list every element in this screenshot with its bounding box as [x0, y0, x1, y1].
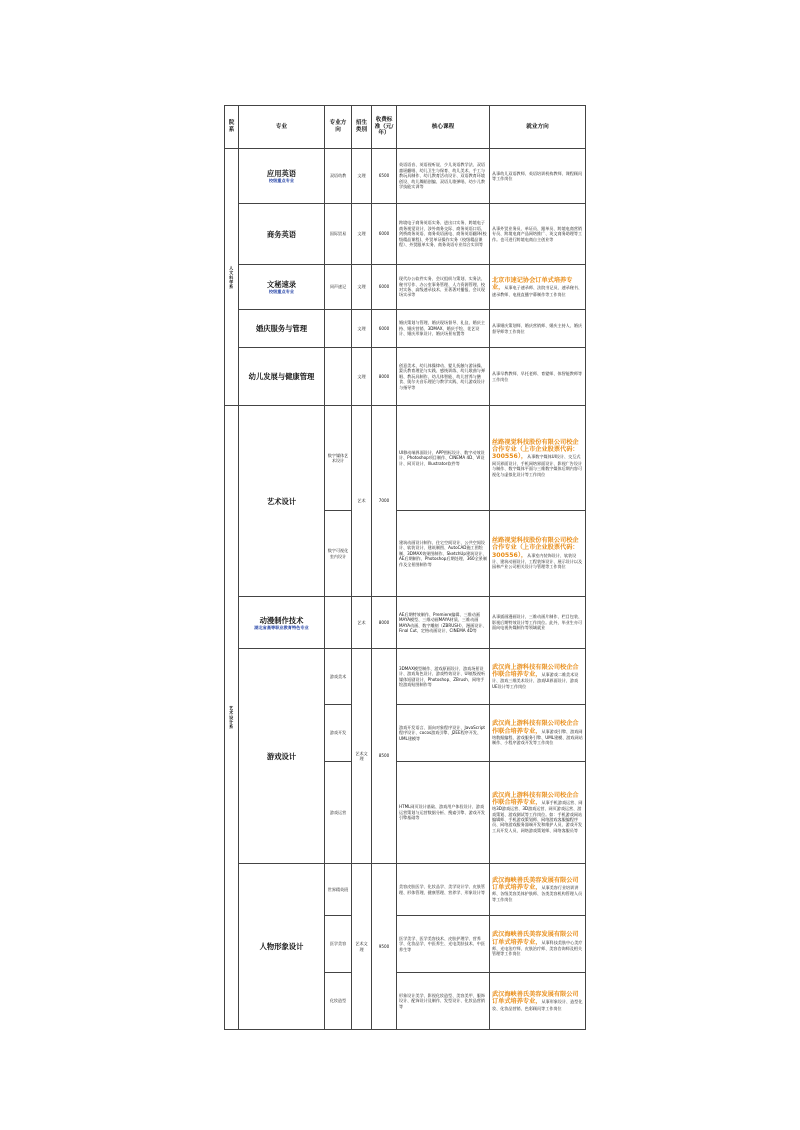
header-career: 就业方向 — [490, 106, 586, 149]
header-category: 招生类别 — [352, 106, 372, 149]
major-name: 文秘速录 — [266, 280, 297, 289]
category-cell: 文理 — [352, 204, 372, 265]
major-name: 动漫制作技术 — [259, 615, 304, 625]
category-cell: 艺术 — [352, 406, 372, 597]
major-cell — [239, 649, 325, 864]
category-cell: 文理 — [352, 149, 372, 204]
career-cell: 丝路视觉科技股份有限公司校企合作专业（上市企业股票代码：300556），从事室内装饰设计、软装设计、建筑动画设计、工程装饰设计、展示设计以及园林产业公司相关设计与管理等工作岗位 — [490, 511, 586, 597]
major-table — [224, 105, 586, 1030]
header-major: 专业 — [239, 106, 325, 149]
career-cell: 北京市速记协会订单式培养专业，从事电子速录师、法院书记员、速录秘书、速录教师、电视直播字幕制作等工作岗位 — [490, 265, 586, 310]
table-row — [225, 265, 586, 310]
career-cell: 武汉海峡善氏美容发展有限公司订单式培养专业，从事美容行业培训讲师、各级美容美体护肤师、各类美容机构管理人员等工作岗位 — [490, 864, 586, 916]
table-row — [225, 310, 586, 348]
partner-highlight: 武汉尚上游科技有限公司校企合作联合培养专业， — [492, 663, 579, 679]
fee-cell: 8000 — [372, 348, 397, 406]
major-cell — [239, 406, 325, 597]
career-cell: 丝路视觉科技股份有限公司校企合作专业（上市企业股票代码：300556），从事数字媒体UI设计、交互式网页界面设计、手机网络界面设计、影视广告设计与制作、数字媒体平面与三维数字媒体后期内容可视化与虚拟化设计等工作岗位 — [490, 406, 586, 511]
category-cell: 文理 — [352, 265, 372, 310]
header-row — [225, 106, 586, 149]
fee-cell: 6000 — [372, 265, 397, 310]
direction-cell — [325, 310, 352, 348]
major-name: 游戏设计 — [266, 751, 297, 761]
major-badge: 校级重点专业 — [268, 289, 295, 294]
table-row — [225, 649, 586, 705]
fee-cell: 8000 — [372, 597, 397, 649]
direction-cell: 游戏美术 — [325, 649, 352, 705]
major-name: 人物形象设计 — [259, 942, 304, 951]
fee-cell: 9500 — [372, 864, 397, 1030]
direction-cell: 国际贸易 — [325, 204, 352, 265]
dept-humanities: 人文科学系 — [225, 149, 239, 406]
major-name: 幼儿发展与健康管理 — [248, 372, 315, 381]
career-cell: 从事插画漫画设计、三维动画片制作、栏目包装、影视后期特效设计等工作岗位。此外，毕业生亦可面向电视传媒制作等领域就业 — [490, 597, 586, 649]
direction-cell: 游戏开发 — [325, 705, 352, 762]
major-badge: 湖北省高等职业教育特色专业 — [254, 624, 309, 630]
direction-cell — [325, 348, 352, 406]
major-name: 婚庆服务与管理 — [255, 324, 308, 333]
direction-cell: 游戏运营 — [325, 762, 352, 864]
partner-highlight: 武汉尚上游科技有限公司校企合作联合培养专业， — [492, 720, 579, 735]
header-fee: 收费标准（元/年） — [372, 106, 397, 149]
direction-cell: 同声速记 — [325, 265, 352, 310]
header-courses: 核心课程 — [397, 106, 490, 149]
career-cell: 武汉海峡善氏美容发展有限公司订单式培养专业，从事形象设计、造型化妆、化妆品营销、色彩顾问等工作岗位 — [490, 973, 586, 1030]
direction-cell: 数字媒体艺术设计 — [325, 406, 352, 511]
table-row — [225, 864, 586, 916]
partner-highlight: 武汉尚上游科技有限公司校企合作联合培养专业， — [492, 791, 579, 806]
courses-cell: 创意美术、幼儿体操律动、婴儿抚触与游泳操、蒙氏教育理论与实践、感统训练、幼儿歌曲与弹唱、教玩具制作、幼儿体智能、幼儿营养与膳食、奥尔夫音乐理论与教学实践、幼儿游戏设计与指导等 — [397, 348, 490, 406]
header-dept: 院系 — [225, 106, 239, 149]
direction-cell: 医学美容 — [325, 916, 352, 973]
direction-cell — [325, 597, 352, 649]
career-cell: 武汉尚上游科技有限公司校企合作联合培养专业，从事手机游戏运营、网络3D游戏运营、3D游戏运营、网页游戏运营、游戏策划、游戏测试等工作岗位。如：手机游戏网站编辑师、手机游戏策划师、网络游戏客服编程序员、网络游戏服务器端开发和维护人员、游戏开发工具开发人员、网络游戏策划师、网络客服员等 — [490, 762, 586, 864]
partner-highlight: 丝路视觉科技股份有限公司校企合作专业（上市企业股票代码：300556）， — [492, 537, 579, 559]
courses-cell: 英语语音、英语视听说、少儿英语教学法、双语童谣翻唱、幼儿卫生与保育、幼儿美术、手工与教玩具制作、幼儿教育活动设计、双语教育环境创设、幼儿舞蹈创编、双语儿歌弹唱、幼少儿教学技能实训等 — [397, 149, 490, 204]
major-cell — [239, 265, 325, 310]
major-cell — [239, 864, 325, 1030]
partner-highlight: 丝路视觉科技股份有限公司校企合作专业（上市企业股票代码：300556）， — [492, 439, 579, 461]
major-cell — [239, 310, 325, 348]
courses-cell: HTML网页设计基础、游戏用户体验设计、游戏运营策划与运营数据分析、搜索引擎、游戏开发引擎基础等 — [397, 762, 490, 864]
major-cell — [239, 204, 325, 265]
career-cell: 从事婚庆策划师、婚庆营销师、婚庆主持人、婚庆督导师等工作岗位 — [490, 310, 586, 348]
fee-cell: 6000 — [372, 204, 397, 265]
courses-cell: 婚庆策划与管理、婚庆现场督导、礼仪、婚庆主持、婚庆营销、3DMAX、婚庆手绘、花艺设计、婚庆形象设计、婚庆场景布置等 — [397, 310, 490, 348]
career-cell: 从事早教教师、早托老师、育婴师、体智能教师等工作岗位 — [490, 348, 586, 406]
category-cell: 艺术 — [352, 597, 372, 649]
partner-highlight: 武汉海峡善氏美容发展有限公司订单式培养专业， — [492, 931, 579, 946]
fee-cell: 6500 — [372, 149, 397, 204]
category-cell: 艺术文理 — [352, 864, 372, 1030]
partner-highlight: 武汉海峡善氏美容发展有限公司订单式培养专业， — [492, 991, 579, 1006]
direction-cell: 双语幼教 — [325, 149, 352, 204]
major-cell — [239, 597, 325, 649]
fee-cell: 7000 — [372, 406, 397, 597]
career-cell: 武汉尚上游科技有限公司校企合作联合培养专业，从事游戏二维美术设计、游戏三维美术设计、游戏UI界面设计、游戏UE设计等工作岗位 — [490, 649, 586, 705]
major-name: 商务英语 — [266, 229, 297, 239]
major-badge: 校级重点专业 — [268, 178, 295, 183]
category-cell: 文理 — [352, 348, 372, 406]
header-direction: 专业方向 — [325, 106, 352, 149]
courses-cell: 游戏开发语言、面向对象程序设计、JavaScript程序设计、cocos游戏引擎、J2EE程序开发、UML建模等 — [397, 705, 490, 762]
partner-highlight: 武汉海峡善氏美容发展有限公司订单式培养专业， — [492, 876, 579, 892]
category-cell: 艺术文理 — [352, 649, 372, 864]
major-cell — [239, 348, 325, 406]
fee-cell: 6000 — [372, 310, 397, 348]
courses-cell: 现代办公软件实务、会议组织与策划、实务法、秘书写作、办公室事务管理、人力资源管理、校对实务、高级速录技术、亚著著对播报、会议现场实录等 — [397, 265, 490, 310]
fee-cell: 8500 — [372, 649, 397, 864]
courses-cell: AE后期特效制作、Premiere编辑、三维动画MAYA模型、三维动画MAYA材质、三维动画MAYA动画、数字雕刻（ZBRUSH）、漫画设计、Final Cut、定格动画设计、CINEMA 4D等 — [397, 597, 490, 649]
table-row — [225, 348, 586, 406]
courses-cell: 建筑动画设计制作、住宅空间设计、公共空间设计、软装设计、建筑制图、AutoCAD施工图绘制、3DMAX效果图制作、SketchUp建筑设计、AE后期制作、Photoshop后期处理、360全景制作及全景图制作等 — [397, 511, 490, 597]
major-name: 应用英语 — [266, 169, 297, 178]
major-cell — [239, 149, 325, 204]
table-row — [225, 597, 586, 649]
courses-cell: UI移动端界面设计、APP图标设计、数字动效设计、Photoshop项目制作、CINEMA 4D、VI设计、网页设计、Illustrator软件等 — [397, 406, 490, 511]
direction-cell: 化妆造型 — [325, 973, 352, 1030]
dept-art: 艺术设计系 — [225, 406, 239, 1030]
direction-cell: 数字可视化室内设计 — [325, 511, 352, 597]
courses-cell: 形象设计美学、影视化妆造型、美容美甲、服饰设计、配饰设计及制作、发型设计、化妆品营销等 — [397, 973, 490, 1030]
major-name: 艺术设计 — [266, 496, 297, 506]
career-cell: 从事幼儿双语教师、英语培训机构教师、课程顾问等工作岗位 — [490, 149, 586, 204]
table-row — [225, 149, 586, 204]
career-cell: 武汉尚上游科技有限公司校企合作联合培养专业，从事游戏引擎、游戏网络数据编程、游戏服务引擎、UML建模、游戏网站制作、小程序游戏开发等工作岗位 — [490, 705, 586, 762]
partner-highlight: 北京市速记协会订单式培养专业， — [492, 277, 573, 292]
category-cell: 文理 — [352, 310, 372, 348]
courses-cell: 跨境电子商务英语实务、进出口实务、跨境电子商务视觉设计、涉外商务交际、商务英语口语、剑桥商务英语、商务英语函电、商务英语翻译(校级精品课程)、外贸单证操作实务（校级精品课程）、外贸跟单实务、商务英语专业综合实训等 — [397, 204, 490, 265]
career-cell: 武汉海峡善氏美容发展有限公司订单式培养专业，从事科技美肤中心美疗师、光电治疗师、皮肤治疗师、美容咨询师及相关管理等工作岗位 — [490, 916, 586, 973]
courses-cell: 医学美学、医学美容技术、皮肤护理学、营养学、化妆品学、中医养生、光电美肤技术、中医养生等 — [397, 916, 490, 973]
career-cell: 从事外贸业务员、单证员、跟单员、跨境电商营销专员、跨境电商产品网络推广、英文商务助理等工作。也可进行跨境电商自主创业等 — [490, 204, 586, 265]
table-row — [225, 204, 586, 265]
courses-cell: 3DMAX模型制作、游戏原画设计、游戏场景设计、游戏角色设计、游戏特效设计、UI低级视听媒体短剧设计、Photoshop、ZBrush、网络手绘游戏贴图制作等 — [397, 649, 490, 705]
table-row — [225, 406, 586, 511]
courses-cell: 美容皮肤医学、化妆品学、美学设计学、皮肤管理、形体管理、健康管理、营养学、形象设计等 — [397, 864, 490, 916]
direction-cell: 世界精英班 — [325, 864, 352, 916]
